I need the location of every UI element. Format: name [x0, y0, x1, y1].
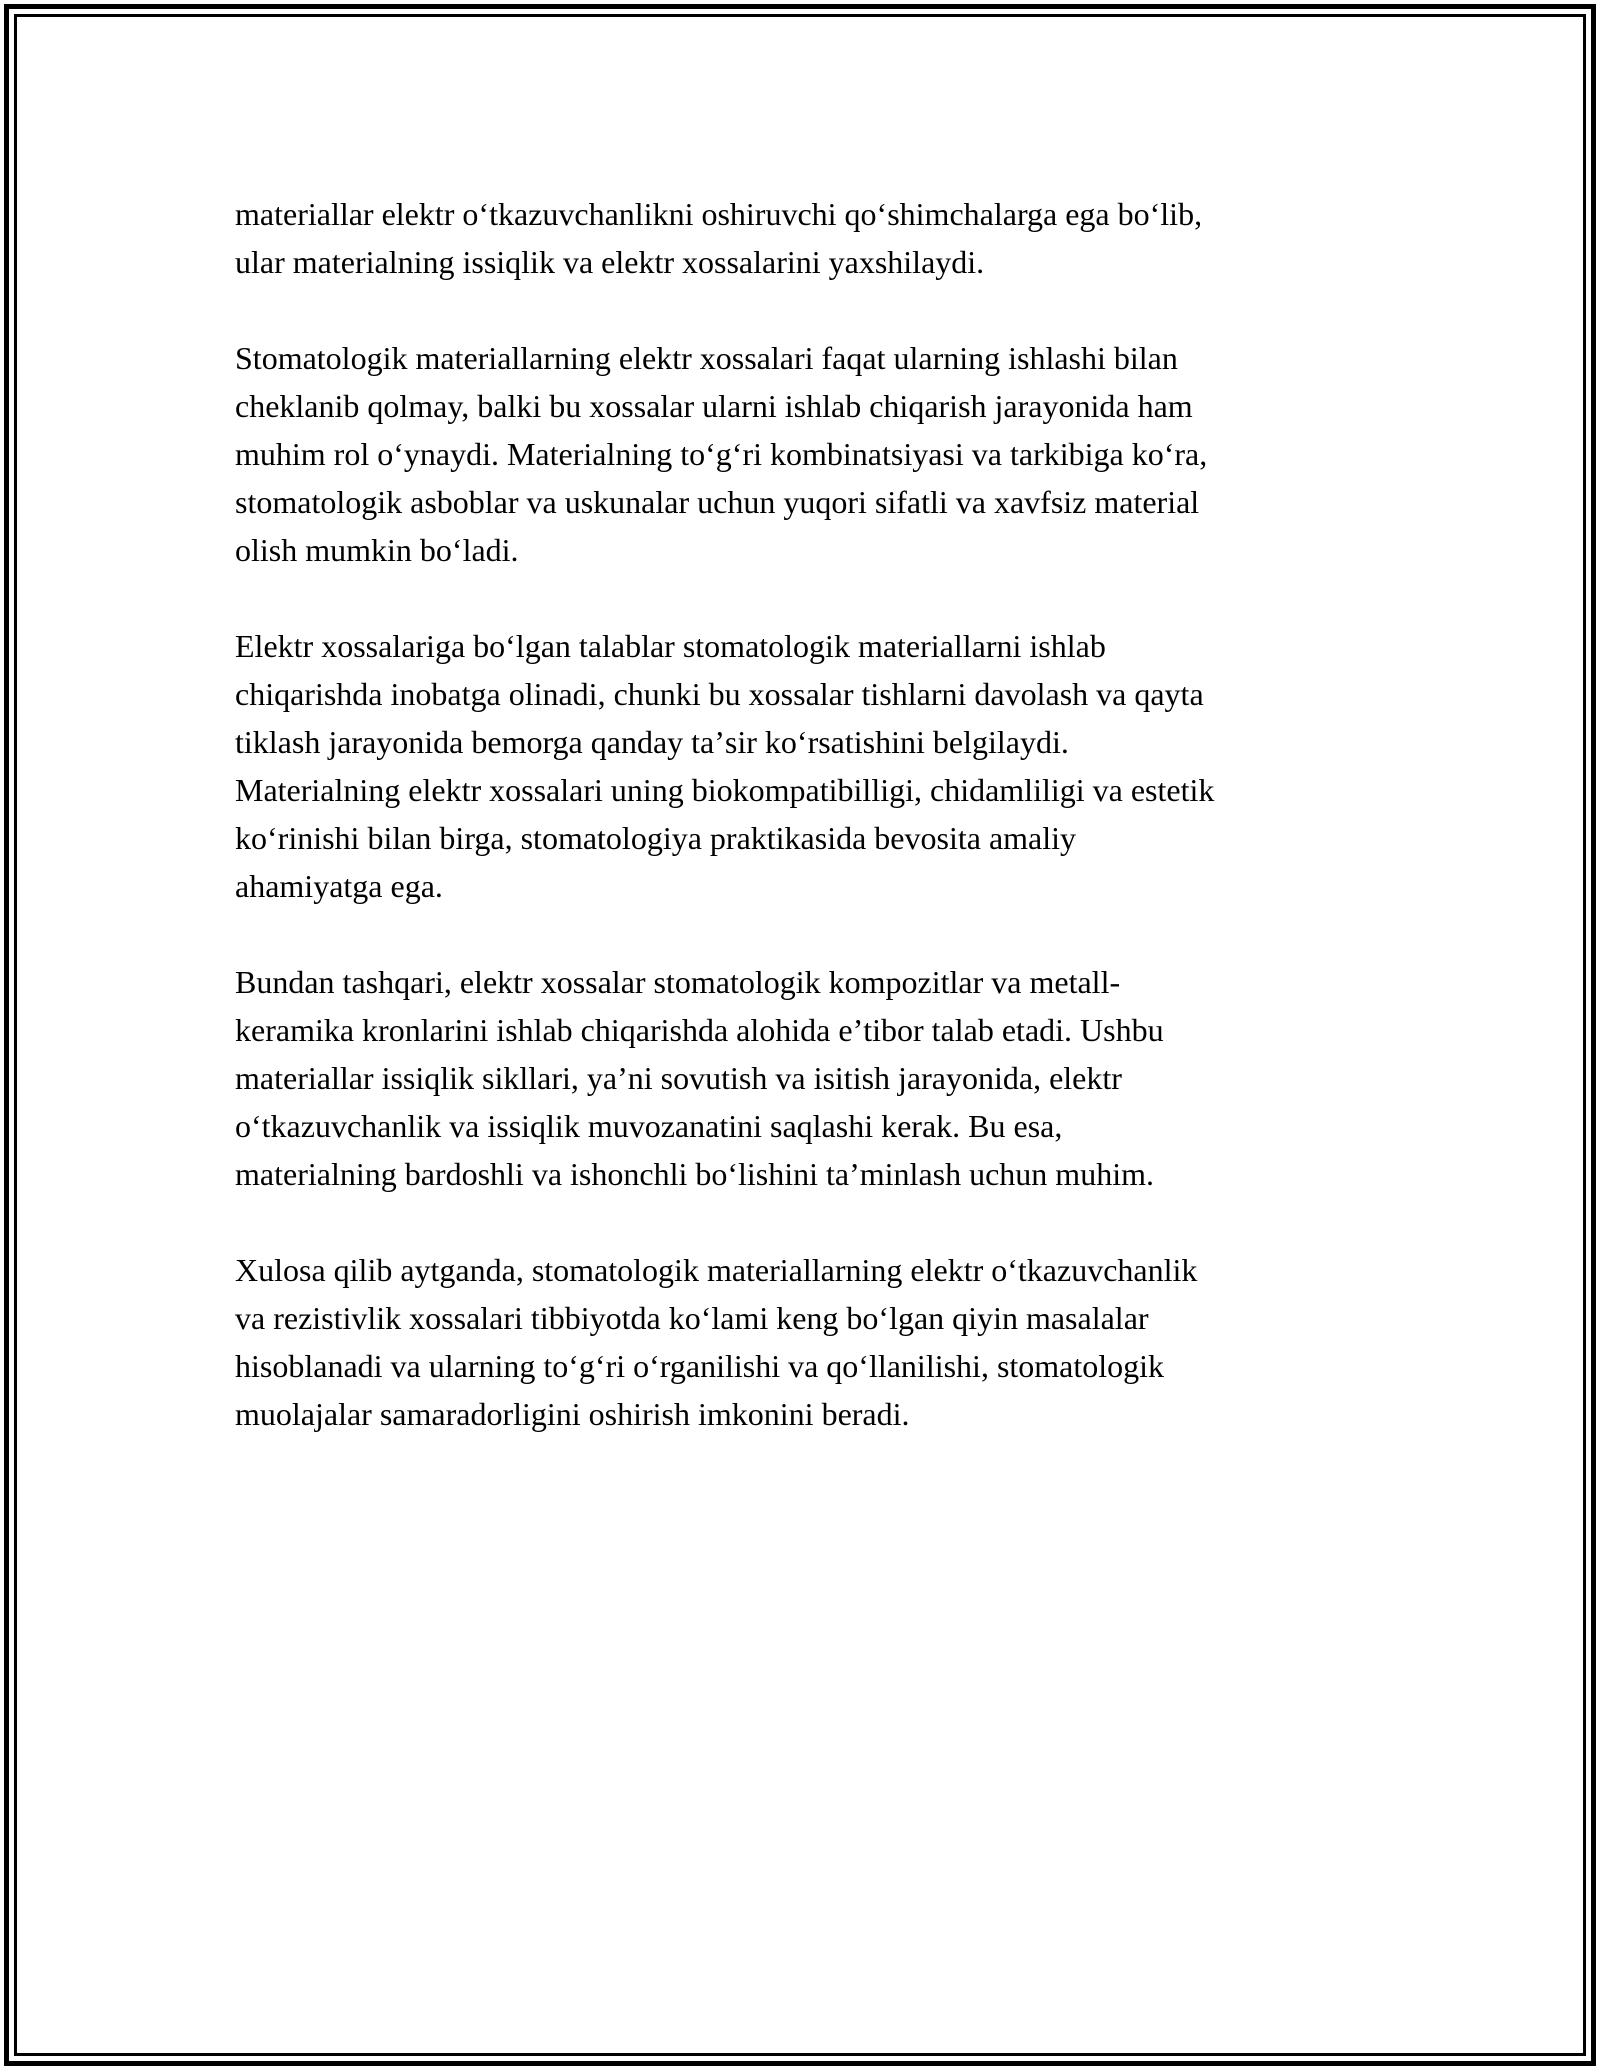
text-line: Stomatologik materiallarning elektr xossalari faqat ularning ishlashi bilan	[235, 340, 1178, 376]
text-line: cheklanib qolmay, balki bu xossalar ularni ishlab chiqarish jarayonida ham	[235, 388, 1193, 424]
text-line: stomatologik asboblar va uskunalar uchun yuqori sifatli va xavfsiz material	[235, 484, 1200, 520]
paragraph-4	[235, 958, 1375, 1198]
text-line: keramika kronlarini ishlab chiqarishda alohida eʼtibor talab etadi. Ushbu	[235, 1012, 1164, 1048]
text-line: Bundan tashqari, elektr xossalar stomatologik kompozitlar va metall-	[235, 964, 1121, 1000]
text-line: materiallar elektr oʻtkazuvchanlikni oshiruvchi qoʻshimchalarga ega boʻlib,	[235, 196, 1203, 232]
text-line: materiallar issiqlik sikllari, yaʼni sovutish va isitish jarayonida, elektr	[235, 1060, 1122, 1096]
paragraph-2	[235, 334, 1375, 574]
text-line: Xulosa qilib aytganda, stomatologik materiallarning elektr oʻtkazuvchanlik	[235, 1252, 1198, 1288]
text-line: ahamiyatga ega.	[235, 868, 443, 904]
text-line: muhim rol oʻynaydi. Materialning toʻgʻri kombinatsiyasi va tarkibiga koʻra,	[235, 436, 1208, 472]
text-line: Materialning elektr xossalari uning biokompatibilligi, chidamliligi va estetik	[235, 772, 1215, 808]
text-line: ular materialning issiqlik va elektr xossalarini yaxshilaydi.	[235, 244, 985, 280]
paragraph-3	[235, 622, 1375, 910]
document-body	[235, 190, 1375, 1486]
text-line: va rezistivlik xossalari tibbiyotda koʻlami keng boʻlgan qiyin masalalar	[235, 1300, 1149, 1336]
text-line: koʻrinishi bilan birga, stomatologiya praktikasida bevosita amaliy	[235, 820, 1077, 856]
paragraph-5	[235, 1246, 1375, 1438]
text-line: oʻtkazuvchanlik va issiqlik muvozanatini saqlashi kerak. Bu esa,	[235, 1108, 1063, 1144]
paragraph-1	[235, 190, 1375, 286]
text-line: tiklash jarayonida bemorga qanday taʼsir koʻrsatishini belgilaydi.	[235, 724, 1069, 760]
text-line: chiqarishda inobatga olinadi, chunki bu xossalar tishlarni davolash va qayta	[235, 676, 1204, 712]
text-line: materialning bardoshli va ishonchli boʻlishini taʼminlash uchun muhim.	[235, 1156, 1154, 1192]
text-line: hisoblanadi va ularning toʻgʻri oʻrganilishi va qoʻllanilishi, stomatologik	[235, 1348, 1165, 1384]
text-line: muolajalar samaradorligini oshirish imkonini beradi.	[235, 1396, 910, 1432]
text-line: Elektr xossalariga boʻlgan talablar stomatologik materiallarni ishlab	[235, 628, 1106, 664]
text-line: olish mumkin boʻladi.	[235, 532, 519, 568]
